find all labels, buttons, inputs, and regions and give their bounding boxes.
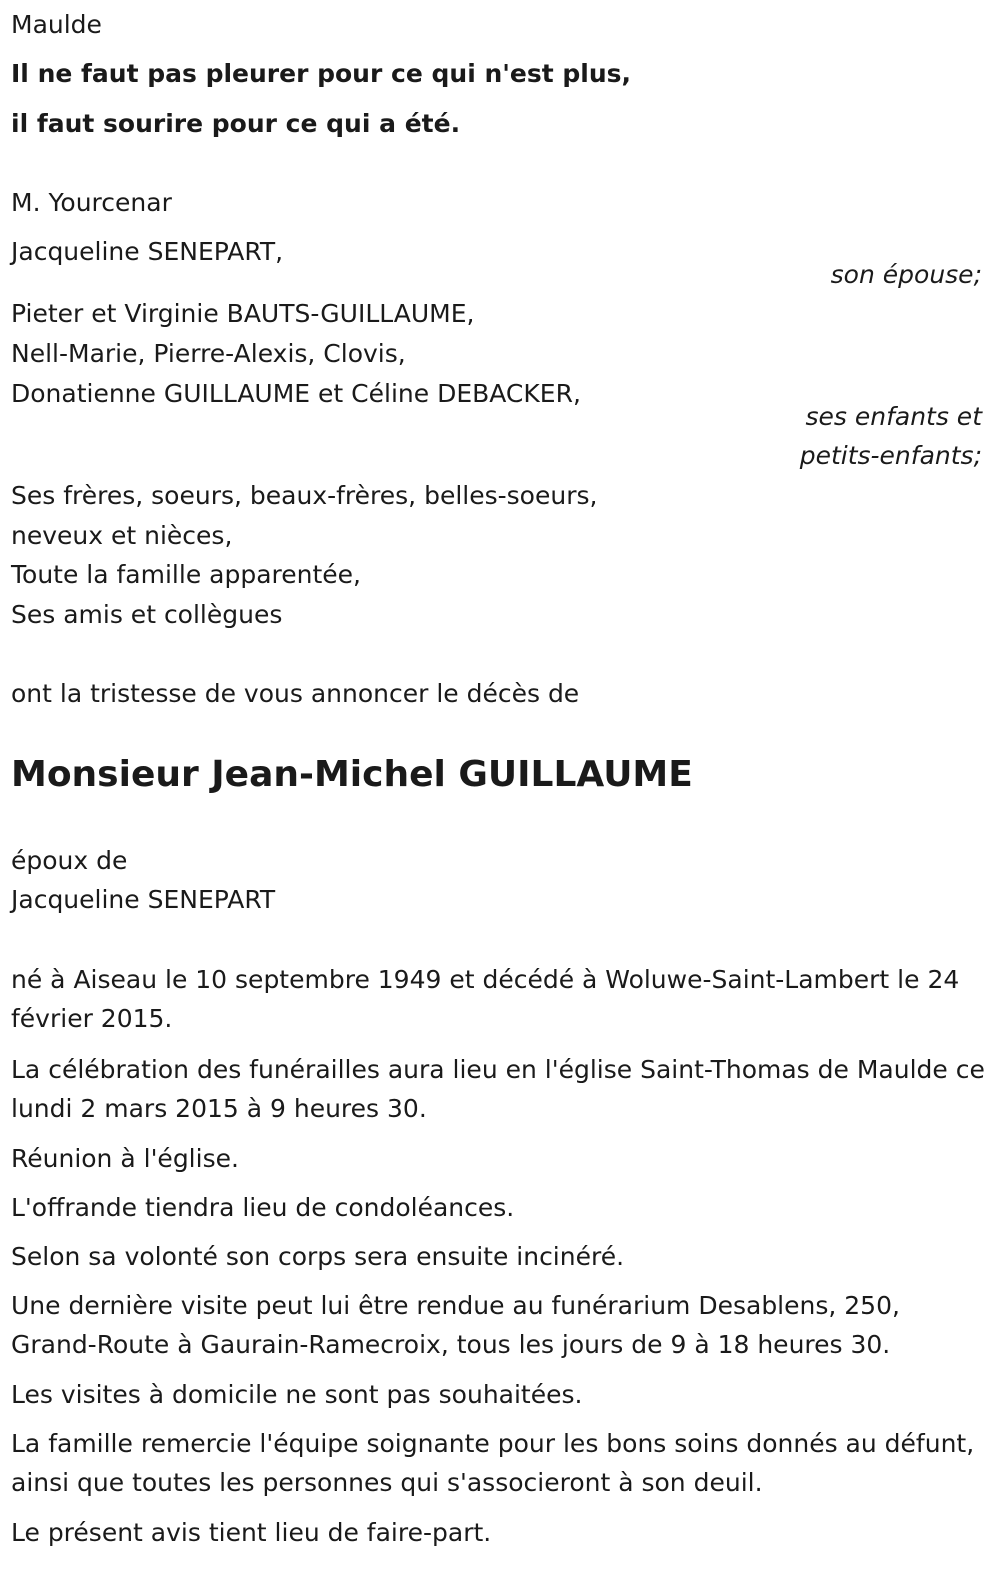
children-line-2: Nell-Marie, Pierre-Alexis, Clovis, bbox=[11, 339, 406, 368]
quote-line-2: il faut sourire pour ce qui a été. bbox=[11, 109, 461, 138]
quote-line-1: Il ne faut pas pleurer pour ce qui n'est plus, bbox=[11, 59, 632, 88]
funeral-paragraph: La célébration des funérailles aura lieu en l'église Saint-Thomas de Maulde ce lundi 2 mars 2015 à 9 heures 30. bbox=[11, 1055, 985, 1123]
announcement-text: ont la tristesse de vous annoncer le décès de bbox=[11, 679, 580, 708]
notice-paragraph: Le présent avis tient lieu de faire-part. bbox=[11, 1518, 492, 1547]
cremation-paragraph: Selon sa volonté son corps sera ensuite incinéré. bbox=[11, 1242, 625, 1271]
deceased-spouse-name: Jacqueline SENEPART bbox=[11, 885, 276, 914]
no-home-visits-paragraph: Les visites à domicile ne sont pas souhaitées. bbox=[11, 1380, 583, 1409]
spouse-label: époux de bbox=[11, 846, 128, 875]
others-line-1: Ses frères, soeurs, beaux-frères, belles-soeurs, bbox=[11, 481, 598, 510]
children-line-1: Pieter et Virginie BAUTS-GUILLAUME, bbox=[11, 299, 475, 328]
birth-death-paragraph: né à Aiseau le 10 septembre 1949 et décédé à Woluwe-Saint-Lambert le 24 février 2015. bbox=[11, 965, 960, 1033]
spouse-role: son épouse; bbox=[830, 260, 982, 289]
location: Maulde bbox=[11, 10, 102, 39]
spouse-name: Jacqueline SENEPART, bbox=[11, 237, 284, 266]
others-line-4: Ses amis et collègues bbox=[11, 600, 283, 629]
thanks-paragraph: La famille remercie l'équipe soignante pour les bons soins donnés au défunt, ainsi que toutes les personnes qui s'associeront à son deuil. bbox=[11, 1429, 975, 1497]
children-role-line-1: ses enfants et bbox=[805, 402, 982, 431]
quote-author: M. Yourcenar bbox=[11, 188, 172, 217]
children-line-3: Donatienne GUILLAUME et Céline DEBACKER, bbox=[11, 379, 581, 408]
meeting-paragraph: Réunion à l'église. bbox=[11, 1144, 239, 1173]
others-line-2: neveux et nièces, bbox=[11, 521, 233, 550]
deceased-name: Monsieur Jean-Michel GUILLAUME bbox=[11, 754, 693, 795]
children-role-line-2: petits-enfants; bbox=[799, 441, 982, 470]
offering-paragraph: L'offrande tiendra lieu de condoléances. bbox=[11, 1193, 515, 1222]
others-line-3: Toute la famille apparentée, bbox=[11, 560, 361, 589]
visit-paragraph: Une dernière visite peut lui être rendue au funérarium Desablens, 250, Grand-Route à Gaurain-Ramecroix, tous les jours de 9 à 18 heures 30. bbox=[11, 1291, 900, 1359]
